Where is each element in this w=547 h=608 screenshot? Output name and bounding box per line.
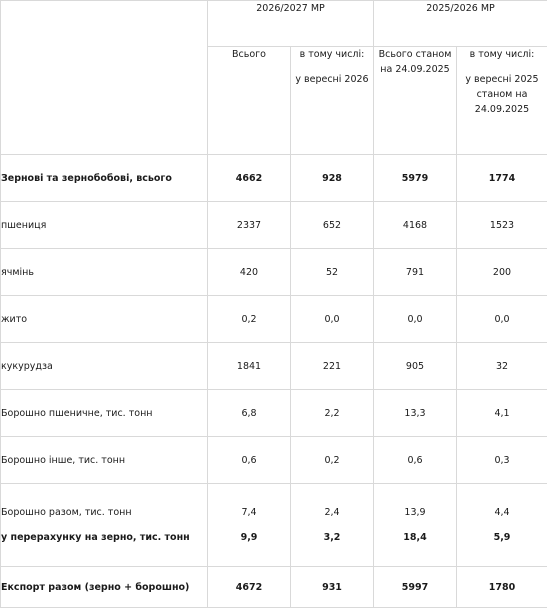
- row-label: Експорт разом (зерно + борошно): [1, 567, 208, 608]
- flour-total-label: Борошно разом, тис. тонн: [1, 505, 207, 520]
- cell-value: 4662: [208, 155, 291, 202]
- cell-value: 221: [291, 343, 374, 390]
- table-row-barley: [1, 249, 547, 296]
- cell-value: 1523: [457, 202, 547, 249]
- row-label: кукурудза: [1, 343, 208, 390]
- cell-value: 0,0: [291, 296, 374, 343]
- cell-value: 0,0: [457, 296, 547, 343]
- cell-value: 1774: [457, 155, 547, 202]
- cell-value: 931: [291, 567, 374, 608]
- header-col-sept-b: в тому числі: у вересні 2025 станом на 24.09.2025: [457, 47, 547, 155]
- row-label: пшениця: [1, 202, 208, 249]
- header-period-a: 2026/2027 МР: [208, 1, 374, 47]
- cell-value: 0,2: [291, 437, 374, 484]
- table-row-flour-total: [1, 484, 547, 567]
- header-col-sept-a: в тому числі: у вересні 2026: [291, 47, 374, 155]
- cell-value: 4168: [374, 202, 457, 249]
- header-corner-cell: [1, 1, 208, 155]
- cell-value: 4,1: [457, 390, 547, 437]
- cell-value: 4,4: [457, 505, 547, 520]
- cell-value: 5997: [374, 567, 457, 608]
- cell-value: 0,3: [457, 437, 547, 484]
- cell-value: 9,9: [208, 530, 290, 545]
- cell-value: 5,9: [457, 530, 547, 545]
- header-col-total-b: Всього станом на 24.09.2025: [374, 47, 457, 155]
- table-row-wheat: [1, 202, 547, 249]
- grain-equivalent-label: у перерахунку на зерно, тис. тонн: [1, 530, 207, 545]
- cell-value: 200: [457, 249, 547, 296]
- cell-value: 32: [457, 343, 547, 390]
- cell-value: 0,6: [208, 437, 291, 484]
- row-label: ячмінь: [1, 249, 208, 296]
- cell-value: 52: [291, 249, 374, 296]
- cell-value: 13,3: [374, 390, 457, 437]
- cell-value: 0,0: [374, 296, 457, 343]
- cell-value: 928: [291, 155, 374, 202]
- cell-value-pair: [291, 484, 374, 567]
- cell-value: 652: [291, 202, 374, 249]
- table-row-corn: [1, 343, 547, 390]
- row-label: Зернові та зернобобові, всього: [1, 155, 208, 202]
- table-row-grain-total: [1, 155, 547, 202]
- header-periods-row: [1, 1, 547, 47]
- cell-value: 420: [208, 249, 291, 296]
- table-row-rye: [1, 296, 547, 343]
- cell-value: 905: [374, 343, 457, 390]
- table-row-wheat-flour: [1, 390, 547, 437]
- header-col-total-a: Всього: [208, 47, 291, 155]
- row-label-group: [1, 484, 208, 567]
- row-label: Борошно пшеничне, тис. тонн: [1, 390, 208, 437]
- cell-value-pair: [208, 484, 291, 567]
- cell-value: 2,4: [291, 505, 373, 520]
- cell-value: 0,6: [374, 437, 457, 484]
- cell-value: 7,4: [208, 505, 290, 520]
- cell-value: 13,9: [374, 505, 456, 520]
- row-label: Борошно інше, тис. тонн: [1, 437, 208, 484]
- cell-value: 4672: [208, 567, 291, 608]
- table-row-export-total: [1, 567, 547, 608]
- cell-value-pair: [374, 484, 457, 567]
- cell-value-pair: [457, 484, 547, 567]
- cell-value: 791: [374, 249, 457, 296]
- cell-value: 5979: [374, 155, 457, 202]
- cell-value: 2337: [208, 202, 291, 249]
- cell-value: 1841: [208, 343, 291, 390]
- cell-value: 0,2: [208, 296, 291, 343]
- header-period-b: 2025/2026 МР: [374, 1, 547, 47]
- table-row-other-flour: [1, 437, 547, 484]
- cell-value: 18,4: [374, 530, 456, 545]
- cell-value: 3,2: [291, 530, 373, 545]
- cell-value: 2,2: [291, 390, 374, 437]
- cell-value: 6,8: [208, 390, 291, 437]
- cell-value: 1780: [457, 567, 547, 608]
- row-label: жито: [1, 296, 208, 343]
